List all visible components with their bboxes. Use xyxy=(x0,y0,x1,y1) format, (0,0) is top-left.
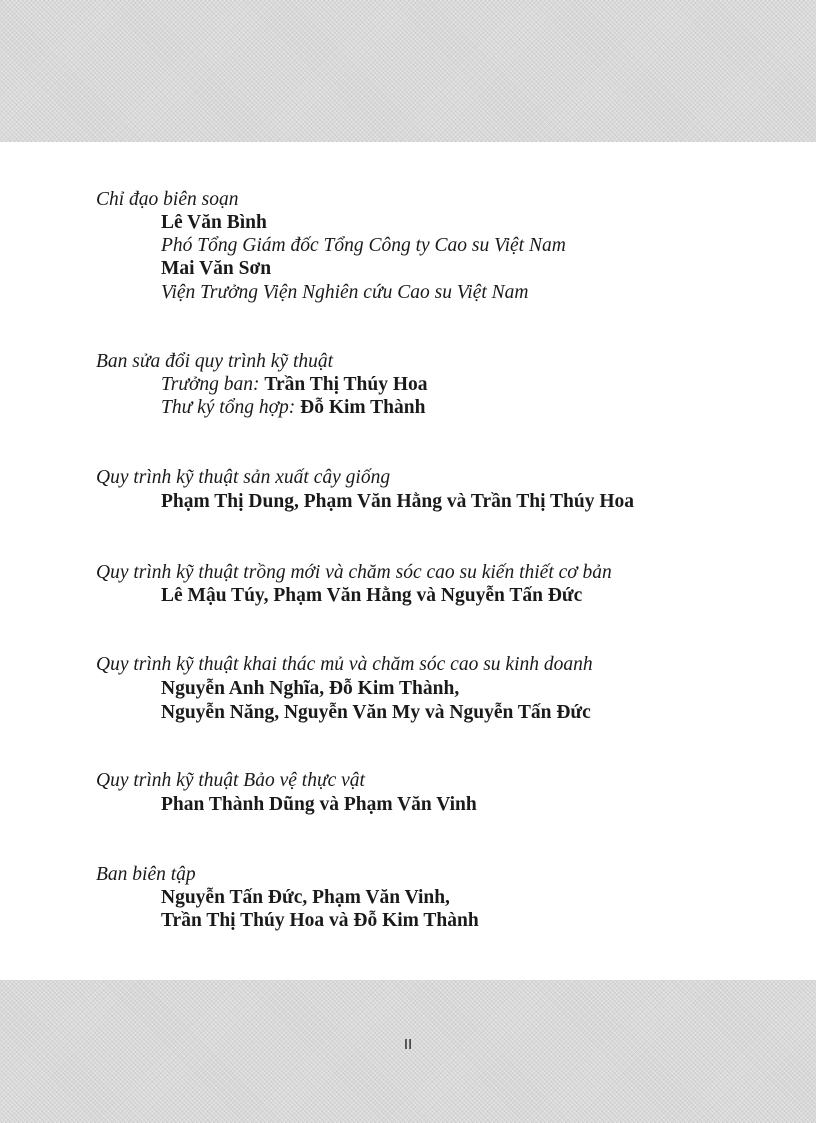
role-name: Đỗ Kim Thành xyxy=(300,397,426,418)
page-top-margin xyxy=(0,0,816,142)
section-heading-tapping: Quy trình kỹ thuật khai thác mủ và chăm sóc cao su kinh doanh xyxy=(96,654,593,675)
page-number: II xyxy=(403,1036,413,1053)
section-heading-planting: Quy trình kỹ thuật trồng mới và chăm sóc cao su kiến thiết cơ bản xyxy=(96,562,612,583)
section-heading-revision-board: Ban sửa đổi quy trình kỹ thuật xyxy=(96,351,334,372)
section-heading-editorial-board: Ban biên tập xyxy=(96,864,196,885)
authors-line: Phan Thành Dũng và Phạm Văn Vinh xyxy=(161,794,477,815)
role-name: Trần Thị Thúy Hoa xyxy=(264,374,428,395)
section-heading-direction: Chỉ đạo biên soạn xyxy=(96,189,239,210)
person-name: Mai Văn Sơn xyxy=(161,258,272,279)
authors-line: Lê Mậu Túy, Phạm Văn Hằng và Nguyễn Tấn Đức xyxy=(161,585,583,606)
authors-line: Nguyễn Tấn Đức, Phạm Văn Vinh, xyxy=(161,887,450,908)
section-heading-seedling: Quy trình kỹ thuật sản xuất cây giống xyxy=(96,467,391,488)
authors-line: Nguyễn Năng, Nguyễn Văn My và Nguyễn Tấn Đức xyxy=(161,702,591,723)
role-label: Thư ký tổng hợp: xyxy=(161,397,296,418)
section-heading-plant-protection: Quy trình kỹ thuật Bảo vệ thực vật xyxy=(96,770,365,791)
role-line xyxy=(161,396,425,419)
role-label: Trưởng ban: xyxy=(161,374,260,395)
authors-line: Phạm Thị Dung, Phạm Văn Hằng và Trần Thị Thúy Hoa xyxy=(161,491,635,512)
authors-line: Trần Thị Thúy Hoa và Đỗ Kim Thành xyxy=(161,910,479,931)
person-title: Viện Trưởng Viện Nghiên cứu Cao su Việt Nam xyxy=(161,282,529,303)
authors-line: Nguyễn Anh Nghĩa, Đỗ Kim Thành, xyxy=(161,678,460,699)
role-line xyxy=(161,373,428,396)
person-name: Lê Văn Bình xyxy=(161,212,267,233)
person-title: Phó Tổng Giám đốc Tổng Công ty Cao su Việt Nam xyxy=(161,235,566,256)
